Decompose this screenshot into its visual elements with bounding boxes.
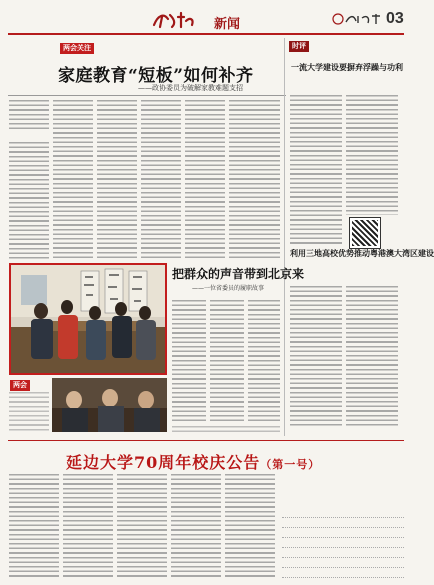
newspaper-calligraphy-logo [150, 11, 216, 29]
ad-contact-row [282, 528, 404, 538]
ad-text-col-1 [9, 474, 59, 578]
qr-code-icon[interactable] [350, 218, 380, 248]
lead-subhead: ——政协委员为破解家教难题支招 [138, 84, 243, 92]
sidebar-story1-title [291, 62, 401, 73]
sidebar-text-col-1 [290, 95, 342, 245]
lead-text-col-4 [141, 100, 181, 260]
ad-title-suffix: （第一号） [260, 458, 321, 471]
lead-text-col-5 [185, 100, 225, 260]
sidebar-text-col-4 [346, 286, 398, 426]
main-photo-scene [11, 265, 165, 373]
ad-text-col-2 [63, 474, 113, 578]
page-number: 03 [386, 10, 404, 27]
small-text-col [9, 392, 49, 432]
section-title: 新闻 [214, 17, 241, 32]
ad-contact-row [282, 508, 404, 518]
lead-divider [8, 95, 286, 96]
lead-text-col-6 [229, 100, 280, 260]
sidebar-text-col-3 [290, 286, 342, 426]
lead-text-col-1a [9, 100, 49, 130]
ad-rule [8, 440, 404, 441]
meeting-photo-scene [52, 378, 167, 432]
ad-contact-row [282, 558, 404, 568]
second-text-col-2 [210, 300, 244, 424]
sidebar-divider [284, 38, 285, 436]
sidebar-story2-title [290, 248, 434, 259]
ad-contact-row [282, 538, 404, 548]
ad-contact-row [282, 548, 404, 558]
sidebar-text-col-2 [346, 95, 398, 215]
main-photo [9, 263, 167, 375]
lead-text-col-1b [9, 142, 49, 260]
ad-title [66, 450, 320, 473]
ad-title-main: 延边大学70周年校庆公告 [66, 453, 261, 472]
meeting-photo [52, 378, 167, 432]
lead-text-col-2 [53, 100, 93, 260]
ad-contact-row [282, 518, 404, 528]
sidebar-story1-title-text: 一流大学建设要摒弃浮躁与功利 [291, 62, 403, 72]
ad-text-col-5 [225, 474, 275, 578]
second-story-tag: 两会 [10, 380, 30, 391]
lead-headline: 家庭教育“短板”如何补齐 [58, 66, 254, 86]
masthead-topline [8, 4, 404, 10]
ad-text-col-4 [171, 474, 221, 578]
lead-story-tag: 两会关注 [60, 43, 94, 54]
second-text-col-1 [172, 300, 206, 424]
masthead-rule [8, 33, 404, 35]
second-text-col-3 [248, 300, 280, 424]
sidebar-story2-title-text: 利用三地高校优势推动粤港澳大湾区建设 [290, 248, 434, 258]
second-headline: 把群众的声音带到北京来 [172, 267, 305, 281]
lead-text-col-3 [97, 100, 137, 260]
sidebar-tag: 时评 [289, 41, 309, 52]
photo-caption [172, 426, 280, 434]
second-subhead: ——一位省委员的履职故事 [192, 285, 265, 292]
paper-brand-logo [332, 12, 384, 26]
ad-text-col-3 [117, 474, 167, 578]
ad-contact-block [282, 508, 404, 578]
ad-contact-row [282, 568, 404, 578]
